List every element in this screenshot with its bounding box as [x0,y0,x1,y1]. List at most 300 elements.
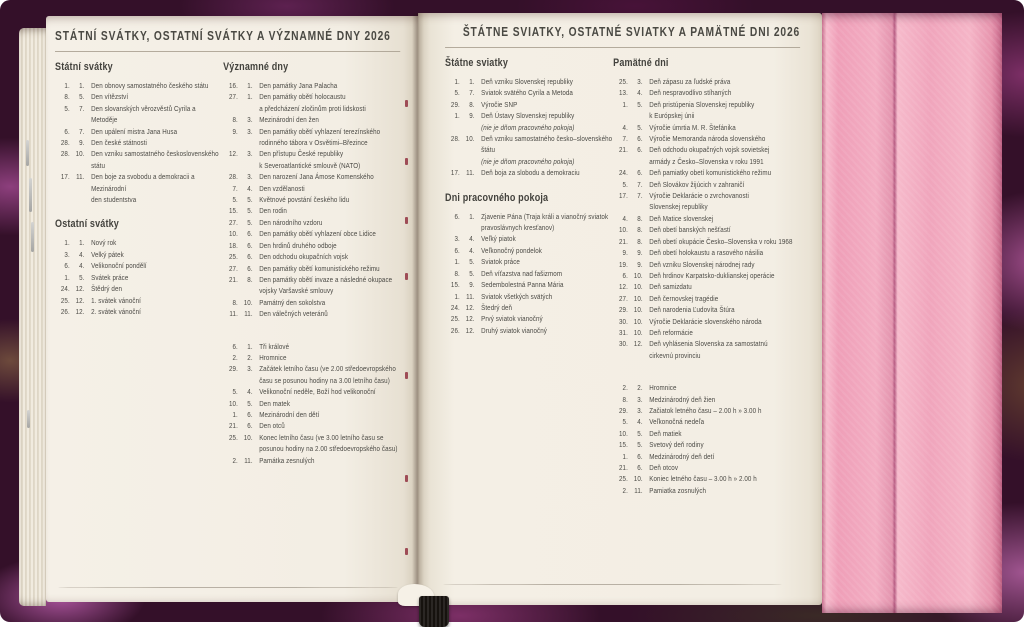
month-number: 3. [247,172,253,182]
left-page-title: STÁTNÍ SVÁTKY, OSTATNÍ SVÁTKY A VÝZNAMNÉ DNY 2026 [55,29,391,43]
holiday-text: Den české státnosti [91,138,148,148]
day-number: 18. [228,240,238,250]
day-number: 21. [228,421,238,431]
holiday-item [613,439,800,450]
day-number: 25. [228,432,238,442]
month-number: 7. [637,191,643,201]
holiday-item [445,268,613,279]
right-page-column-2 [613,57,800,496]
month-number: 11. [244,455,253,465]
holiday-item [613,99,800,122]
day-number: 25. [228,252,238,262]
month-number: 7. [637,179,643,189]
holiday-text: Květnové povstání českého lidu [259,195,350,205]
holiday-note: (nie je dňom pracovného pokoja) [481,122,575,132]
day-number: 1. [622,99,628,109]
month-number: 4. [637,88,643,98]
holiday-item [613,462,800,473]
title-rule [445,47,800,48]
holiday-item [223,126,400,149]
holiday-item [613,451,800,462]
month-number: 9. [79,138,85,148]
day-number: 5. [454,88,460,98]
holiday-text: Den obnovy samostatného českého státu [91,81,209,90]
holiday-text: Den vzdělanosti [259,183,305,193]
month-number: 10. [633,282,643,292]
holiday-item [445,291,613,302]
holiday-text: Deň Slovákov žijúcich v zahraničí [649,179,745,189]
day-number: 6. [64,126,70,136]
red-page-marker [405,158,408,165]
month-number: 12. [465,302,475,312]
month-number: 3. [247,149,253,159]
pink-endpaper [822,13,1002,613]
holiday-item [445,110,613,133]
holiday-item [613,167,800,178]
holiday-text: Hromnice [649,383,677,393]
holiday-item [223,363,400,386]
holiday-text: Deň reformácie [649,327,693,337]
month-number: 6. [637,463,643,472]
month-number: 5. [637,428,643,438]
day-number: 10. [619,225,628,235]
day-number: 12. [228,149,238,159]
red-page-marker [405,372,408,379]
holiday-item [445,133,613,167]
holiday-text: Deň otcov [649,463,679,472]
holiday-text: Tři králové [259,341,290,351]
holiday-text: Den památky obětí vyhlazení terezínského rodinného tábora v Osvětimi–Březince [259,126,381,148]
month-number: 1. [247,81,253,90]
month-number: 6. [247,252,253,262]
holiday-text: Deň nespravodlivo stíhaných [649,88,732,98]
month-number: 1. [469,211,475,221]
holiday-item [445,233,613,244]
month-number: 10. [633,474,643,484]
holiday-item [55,237,223,248]
holiday-item [223,308,400,319]
month-number: 10. [243,297,253,307]
day-number: 28. [228,172,238,182]
holiday-text: Veľkonočný pondelok [481,245,542,255]
holiday-item [445,167,613,178]
holiday-item [55,295,223,306]
holiday-text: Svátek práce [91,272,129,282]
month-number: 1. [79,81,85,90]
holiday-text: 2. svátek vánoční [91,306,141,316]
holiday-text: Koniec letného času – 3.00 h » 2.00 h [649,474,757,484]
holiday-text: Deň vzniku Slovenskej národnej rady [649,259,755,269]
holiday-item [55,148,223,171]
month-number: 6. [247,229,253,239]
month-number: 10. [633,327,643,337]
month-number: 5. [637,440,643,450]
day-number: 17. [450,168,460,178]
holiday-item [613,327,800,338]
day-number: 31. [619,327,628,337]
holiday-text: Den slovanských věrozvěstů Cyrila a Metoděje [91,103,196,125]
holiday-item [613,76,800,87]
left-page-column-2 [223,61,400,466]
holiday-item [445,87,613,98]
holiday-text: Den přístupu České republiky k Severoatlantické smlouvě (NATO) [259,149,361,170]
day-number: 2. [622,383,628,393]
holiday-item [223,432,400,455]
day-number: 29. [450,99,460,109]
month-number: 5. [247,195,253,205]
holiday-text: Velikonoční pondělí [91,261,147,271]
holiday-item [613,304,800,315]
holiday-item [613,316,800,327]
holiday-item [613,270,800,281]
day-number: 26. [60,306,70,316]
holiday-item [55,306,223,317]
day-number: 25. [60,295,70,305]
month-number: 4. [247,387,253,397]
day-number: 10. [619,428,628,438]
day-number: 27. [228,263,238,273]
holiday-text: Hromnice [259,352,287,362]
holiday-item [613,281,800,292]
day-number: 6. [232,341,238,351]
holiday-text: Výročie úmrtia M. R. Štefánika [649,122,736,132]
holiday-text: Deň odchodu okupačných vojsk sovietskej armády z Česko–Slovenska v roku 1991 [649,145,770,166]
holiday-text: Zjavenie Pána (Traja králi a vianočný sviatok pravoslávnych kresťanov) [481,211,609,233]
day-number: 21. [619,463,628,472]
month-number: 1. [469,77,475,86]
holiday-text: Den památky obětí komunistického režimu [259,263,380,273]
holiday-item [613,179,800,190]
month-number: 12. [465,325,475,335]
holiday-text: Den památky obětí holocaustu a předcházení zločinům proti lidskosti [259,92,366,113]
right-page-title: ŠTÁTNE SVIATKY, OSTATNÉ SVIATKY A PAMÄTNÉ DNI 2026 [462,25,801,39]
holiday-item [613,213,800,224]
holiday-text: Den památky Jana Palacha [259,81,338,90]
month-number: 9. [469,111,475,121]
page-edge-highlight [29,178,32,212]
holiday-text: Štědrý den [91,284,123,294]
left-page [46,16,418,602]
month-number: 4. [469,245,475,255]
day-number: 5. [622,179,628,189]
holiday-item [55,249,223,260]
holiday-text: Den narození Jana Ámose Komenského [259,172,374,182]
holiday-item [223,409,400,420]
day-number: 27. [619,293,628,303]
day-number: 28. [60,149,70,159]
holiday-text: Výročie Memoranda národa slovenského [649,134,766,144]
holiday-text: Deň zápasu za ľudské práva [649,77,731,86]
day-number: 5. [232,195,238,205]
holiday-text: Deň vzniku samostatného česko–slovenského štátu (nie je dňom pracovného pokoja) [481,134,613,166]
month-number: 8. [247,274,253,284]
section-heading: Ostatní svátky [55,218,119,231]
holiday-section [55,218,223,317]
red-page-marker [405,100,408,107]
holiday-item [223,297,400,308]
holiday-item [223,386,400,397]
month-number: 12. [75,306,85,316]
holiday-item [223,251,400,262]
holiday-text: Den hrdinů druhého odboje [259,240,337,250]
holiday-text: Sviatok všetkých svätých [481,291,553,301]
day-number: 9. [232,126,238,136]
holiday-text: Den matek [259,398,291,408]
page-stack-edge [19,28,46,606]
holiday-item [223,183,400,194]
day-number: 21. [619,145,628,155]
day-number: 21. [619,236,628,246]
day-number: 25. [450,314,460,324]
section-heading: Státní svátky [55,61,113,73]
month-number: 4. [469,234,475,244]
month-number: 10. [633,293,643,303]
day-number: 1. [622,451,628,461]
holiday-item [223,352,400,363]
holiday-section [223,341,400,466]
day-number: 1. [64,272,70,282]
section-heading: Významné dny [223,61,289,73]
month-number: 8. [637,225,643,235]
holiday-text: Veľkonočná nedeľa [649,417,705,427]
holiday-text: Velikonoční neděle, Boží hod velikonoční [259,387,376,397]
day-number: 15. [619,440,628,450]
day-number: 6. [454,245,460,255]
day-number: 30. [619,316,628,326]
day-number: 25. [619,77,628,86]
holiday-item [613,259,800,270]
month-number: 8. [637,236,643,246]
day-number: 6. [454,211,460,221]
holiday-item [223,240,400,251]
left-page-column-1 [55,61,223,466]
day-number: 2. [232,455,238,465]
month-number: 9. [637,248,643,258]
holiday-item [613,485,800,496]
day-number: 10. [228,398,238,408]
holiday-text: Den památky obětí vyhlazení obce Lidice [259,229,376,239]
page-edge-highlight [31,222,34,252]
holiday-text: Mezinárodní den dětí [259,409,320,419]
right-page [418,13,822,605]
month-number: 12. [633,339,643,349]
day-number: 24. [619,168,628,178]
holiday-text: Den odchodu okupačních vojsk [259,252,349,262]
holiday-item [445,76,613,87]
month-number: 6. [637,168,643,178]
holiday-text: Den památky obětí invaze a následné okupace vojsky Varšavské smlouvy [259,274,393,296]
red-page-marker [405,475,408,482]
holiday-item [613,405,800,416]
month-number: 2. [247,352,253,362]
holiday-item [223,420,400,431]
holiday-text: Začátek letního času (ve 2.00 středoevropského času se posunou hodiny na 3.00 letního času) [259,364,396,385]
month-number: 5. [247,398,253,408]
holiday-item [223,228,400,239]
holiday-item [613,382,800,393]
holiday-text: Deň černovskej tragédie [649,293,719,303]
month-number: 6. [247,409,253,419]
month-number: 5. [79,92,85,102]
holiday-item [613,144,800,167]
day-number: 15. [228,206,238,216]
month-number: 3. [637,394,643,404]
month-number: 3. [637,405,643,415]
gutter-shadow [412,13,424,605]
day-number: 29. [619,405,628,415]
holiday-item [445,313,613,324]
holiday-text: Den vítězství [91,92,129,102]
day-number: 8. [232,115,238,125]
holiday-text: Deň narodenia Ľudovíta Štúra [649,305,735,315]
holiday-item [445,211,613,234]
holiday-text: Štedrý deň [481,302,513,312]
holiday-text: Den válečných veteránů [259,309,328,319]
holiday-text: Konec letního času (ve 3.00 letního času se posunou hodiny na 2.00 středoevropského času) [259,432,398,454]
day-number: 1. [454,291,460,301]
holiday-text: Sedembolestná Panna Mária [481,280,564,290]
month-number: 4. [79,261,85,271]
holiday-item [223,263,400,274]
holiday-text: Památka zesnulých [259,455,315,465]
elastic-band [419,596,449,627]
month-number: 1. [79,238,85,248]
month-number: 4. [247,183,253,193]
day-number: 3. [64,249,70,259]
holiday-text: Deň vyhlásenia Slovenska za samostatnú cirkevnú provinciu [649,339,768,360]
month-number: 11. [466,168,475,178]
day-number: 28. [450,134,460,144]
holiday-text: Den vzniku samostatného československého státu [91,149,219,170]
holiday-item [613,247,800,258]
holiday-text: Pamiatka zosnulých [649,485,707,495]
month-number: 3. [247,364,253,374]
holiday-text: Deň samizdatu [649,282,692,292]
page-curl-line [443,584,782,585]
day-number: 21. [228,274,238,284]
day-number: 4. [622,122,628,132]
holiday-text: Deň pamiatky obetí komunistického režimu [649,168,772,178]
day-number: 30. [619,339,628,349]
month-number: 5. [247,217,253,227]
month-number: 3. [247,115,253,125]
holiday-text: Sviatok práce [481,257,520,267]
holiday-text: Deň matiek [649,428,682,438]
day-number: 16. [228,81,238,90]
holiday-section [445,192,613,336]
holiday-item [613,338,800,361]
month-number: 6. [637,145,643,155]
holiday-item [223,455,400,466]
month-number: 5. [247,206,253,216]
day-number: 15. [450,280,460,290]
month-number: 8. [637,213,643,223]
month-number: 5. [469,257,475,267]
page-edge-highlight [26,140,29,166]
month-number: 5. [637,122,643,132]
holiday-item [613,87,800,98]
holiday-item [445,302,613,313]
page-curl-line [58,587,398,588]
holiday-item [55,137,223,148]
holiday-text: Deň pristúpenia Slovenskej republiky k Európskej únii [649,99,755,121]
month-number: 10. [75,149,85,159]
month-number: 5. [79,272,85,282]
day-number: 6. [64,261,70,271]
holiday-text: Den upálení mistra Jana Husa [91,126,178,136]
month-number: 6. [637,134,643,144]
holiday-item [445,99,613,110]
holiday-item [613,122,800,133]
holiday-text: Velký pátek [91,249,124,259]
holiday-item [445,279,613,290]
day-number: 12. [619,282,628,292]
day-number: 5. [622,417,628,427]
month-number: 7. [469,88,475,98]
holiday-text: 1. svátek vánoční [91,295,141,305]
month-number: 9. [637,259,643,269]
month-number: 6. [637,451,643,461]
holiday-note: (nie je dňom pracovného pokoja) [481,156,575,166]
holiday-text: Výročie Deklarácie slovenského národa [649,316,762,326]
holiday-text: Druhý sviatok vianočný [481,325,547,335]
section-heading: Pamätné dni [613,57,669,69]
holiday-text: Deň obetí okupácie Česko–Slovenska v roku 1968 [649,236,793,246]
day-number: 27. [228,217,238,227]
holiday-text: Sviatok svätého Cyrila a Metoda [481,88,573,98]
right-page-column-1 [445,57,613,496]
day-number: 17. [619,191,628,201]
holiday-text: Svetový deň rodiny [649,440,704,450]
month-number: 5. [469,268,475,278]
day-number: 2. [232,352,238,362]
holiday-item [55,91,223,102]
holiday-section [223,61,400,320]
day-number: 1. [232,409,238,419]
day-number: 2. [622,485,628,495]
title-rule [55,51,400,52]
holiday-item [445,325,613,336]
holiday-section [55,61,223,205]
month-number: 9. [469,280,475,290]
day-number: 28. [60,138,70,148]
holiday-text: Deň obetí banských nešťastí [649,225,731,235]
page-edge-highlight [27,410,30,428]
day-number: 17. [60,172,70,182]
red-page-marker [405,548,408,555]
month-number: 12. [75,295,85,305]
day-number: 5. [232,387,238,397]
holiday-item [55,272,223,283]
day-number: 24. [60,284,70,294]
section-heading: Štátne sviatky [445,57,509,69]
holiday-text: Veľký piatok [481,234,516,244]
month-number: 10. [465,134,475,144]
holiday-text: Den otců [259,421,285,431]
holiday-text: Den boje za svobodu a demokracii a Mezinárodní den studentstva [91,172,195,205]
holiday-item [223,114,400,125]
day-number: 25. [619,474,628,484]
day-number: 1. [64,81,70,90]
month-number: 6. [247,263,253,273]
holiday-text: Deň hrdinov Karpatsko-duklianskej operácie [649,270,775,280]
holiday-text: Začiatok letného času – 2.00 h » 3.00 h [649,405,762,415]
holiday-item [613,236,800,247]
holiday-text: Památný den sokolstva [259,297,326,307]
day-number: 27. [228,92,238,102]
month-number: 1. [247,341,253,351]
month-number: 5. [637,99,643,109]
